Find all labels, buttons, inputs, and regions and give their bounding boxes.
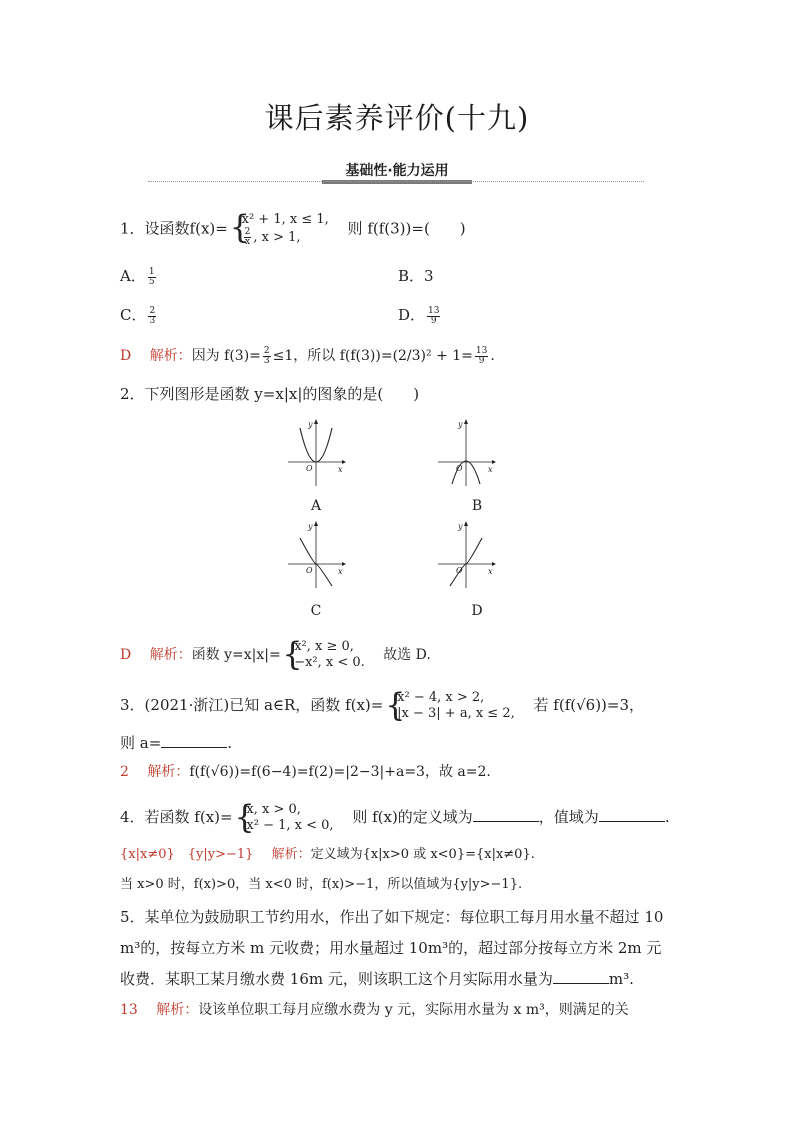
q2-stem: 2．下列图形是函数 y=x|x|的图象的是( ): [120, 385, 420, 403]
q1-stem: 1．设函数f(x)= { x² + 1, x ≤ 1, $\frac{2}{x}$ , x > 1, 则 f(f(3))=( ): [120, 212, 466, 247]
svg-text:x: x: [488, 567, 493, 576]
svg-text:x: x: [488, 465, 493, 474]
q3-analysis: 2 解析：f(f(√6))=f(6−4)=f(2)=|2−3|+a=3，故 a=2.: [120, 764, 491, 780]
q4-answer: {x|x≠0} {y|y>−1}: [120, 847, 254, 862]
q5-stem-line2: m³的，按每立方米 m 元收费；用水量超过 10m³的，超过部分按每立方米 2m 元: [120, 939, 662, 957]
q2-graph-a: [286, 418, 346, 488]
q1-option-d: D． $\frac{13}{9}$: [398, 305, 440, 326]
q4-stem: 4．若函数 f(x)= { x, x > 0, x² − 1, x < 0, 则 f(x)的定义域为 ，值域为 .: [120, 802, 670, 834]
q2-graph-b: [436, 418, 496, 488]
q2-label-d: D: [471, 603, 483, 619]
svg-text:x: x: [338, 567, 343, 576]
q3-answer: 2: [120, 764, 129, 780]
q5-stem-line3: 收费．某职工某月缴水费 16m 元，则该职工这个月实际用水量为 m³.: [120, 970, 634, 988]
svg-text:O: O: [306, 566, 313, 575]
q2-label-c: C: [310, 603, 322, 619]
q1-piecewise: { x² + 1, x ≤ 1, $\frac{2}{x}$ , x > 1,: [233, 212, 329, 247]
q2-answer: D: [120, 647, 132, 663]
q1-option-b: B．3: [398, 267, 434, 285]
q2-graph-c: [286, 520, 346, 590]
q2-graph-d: [436, 520, 496, 590]
q4-domain-blank: [473, 807, 539, 822]
q3-stem-line2: 则 a= .: [120, 734, 233, 752]
q2-label-a: A: [310, 498, 322, 514]
svg-text:x: x: [338, 465, 343, 474]
q5-analysis: 13 解析：设该单位职工每月应缴水费为 y 元，实际用水量为 x m³，则满足的关: [120, 1002, 629, 1018]
page-title: 课后素养评价(十九): [264, 101, 530, 135]
q3-answer-blank: [161, 733, 227, 748]
q1-option-c: C． $\frac{2}{3}$: [120, 305, 156, 326]
section-heading: 基础性·能力运用: [345, 163, 449, 179]
q5-answer: 13: [120, 1002, 138, 1018]
q4-range-blank: [599, 807, 665, 822]
q3-stem: 3．(2021·浙江)已知 a∈R，函数 f(x)= { x² − 4, x > 2, |x − 3| + a, x ≤ 2, 若 f(f(√6))=3，: [120, 690, 644, 722]
svg-text:O: O: [306, 464, 313, 473]
q4-analysis-1: {x|x≠0} {y|y>−1} 解析：定义域为{x|x>0 或 x<0}={x|x≠0}.: [120, 847, 535, 862]
svg-text:O: O: [456, 464, 463, 473]
dotted-divider: [148, 181, 644, 182]
svg-text:y: y: [308, 420, 313, 429]
q1-analysis: D 解析：因为 f(3)= $\frac{2}{3}$ ≤1，所以 f(f(3))=(2/3)² + 1= $\frac{13}{9}$ .: [120, 345, 495, 366]
svg-text:O: O: [456, 566, 463, 575]
svg-text:y: y: [308, 522, 313, 531]
q2-label-b: B: [471, 498, 483, 514]
q1-option-a: A． $\frac{1}{5}$: [120, 266, 155, 287]
q4-analysis-2: 当 x>0 时，f(x)>0，当 x<0 时，f(x)>−1，所以值域为{y|y>−1}.: [120, 877, 523, 892]
svg-text:y: y: [458, 522, 463, 531]
svg-text:y: y: [458, 420, 463, 429]
q1-answer: D: [120, 348, 132, 364]
q5-stem-line1: 5．某单位为鼓励职工节约用水，作出了如下规定：每位职工每月用水量不超过 10: [120, 908, 664, 926]
q2-analysis: D 解析：函数 y=x|x|= { x², x ≥ 0, −x², x < 0. 故选 D.: [120, 639, 431, 671]
q5-answer-blank: [553, 969, 609, 984]
